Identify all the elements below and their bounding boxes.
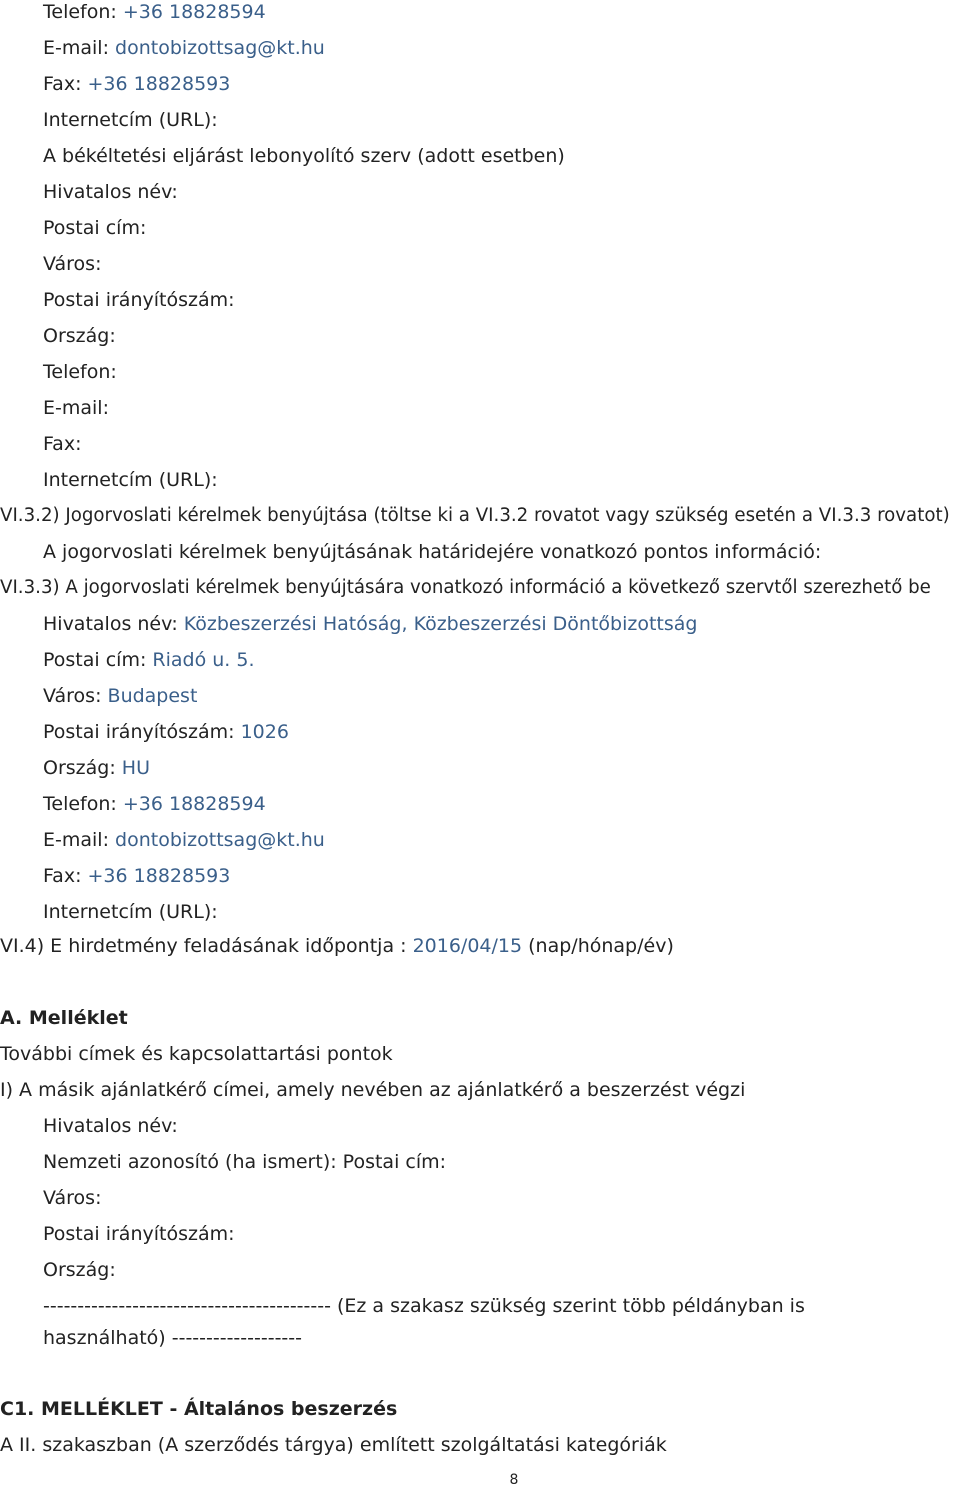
annex-a-orszag: Ország: <box>43 1259 116 1281</box>
top-internet: Internetcím (URL): <box>43 109 218 131</box>
vi33-iranyitoszam-value: 1026 <box>240 721 289 743</box>
vi32-heading: VI.3.2) Jogorvoslati kérelmek benyújtása (töltse ki a VI.3.2 rovatot vagy szükség esetén a VI.3.3 rovatot) <box>0 505 950 526</box>
vi33-varos-value: Budapest <box>107 685 198 707</box>
annex-a-note-line1: ------------------------------------------ (Ez a szakasz szükség szerint több példányban is <box>43 1295 805 1317</box>
top-telefon: Telefon: +36 18828594 <box>43 1 266 23</box>
bekeltetesi-email: E-mail: <box>43 397 109 419</box>
annex-a-hivatalos-nev: Hivatalos név: <box>43 1115 178 1137</box>
vi33-telefon-value: +36 18828594 <box>122 793 266 815</box>
bekeltetesi-iranyitoszam: Postai irányítószám: <box>43 289 235 311</box>
vi33-fax: Fax: +36 18828593 <box>43 865 231 887</box>
top-telefon-value: +36 18828594 <box>122 1 266 23</box>
vi33-fax-value: +36 18828593 <box>87 865 231 887</box>
vi33-postai-cim: Postai cím: Riadó u. 5. <box>43 649 255 671</box>
annex-a-note-line2: használható) ------------------- <box>43 1327 302 1349</box>
vi33-iranyitoszam: Postai irányítószám: 1026 <box>43 721 289 743</box>
bekeltetesi-orszag: Ország: <box>43 325 116 347</box>
vi33-varos: Város: Budapest <box>43 685 198 707</box>
annex-c1-title: C1. MELLÉKLET - Általános beszerzés <box>0 1398 398 1420</box>
bekeltetesi-postai-cim: Postai cím: <box>43 217 147 239</box>
top-fax-value: +36 18828593 <box>87 73 231 95</box>
annex-a-section-i: I) A másik ajánlatkérő címei, amely nevében az ajánlatkérő a beszerzést végzi <box>0 1079 746 1101</box>
annex-a-title: A. Melléklet <box>0 1007 128 1029</box>
annex-a-iranyitoszam: Postai irányítószám: <box>43 1223 235 1245</box>
bekeltetesi-hivatalos-nev: Hivatalos név: <box>43 181 178 203</box>
vi33-postai-cim-value: Riadó u. 5. <box>152 649 255 671</box>
annex-c1-subtitle: A II. szakaszban (A szerződés tárgya) említett szolgáltatási kategóriák <box>0 1434 667 1456</box>
annex-a-varos: Város: <box>43 1187 102 1209</box>
vi33-telefon: Telefon: +36 18828594 <box>43 793 266 815</box>
page-number: 8 <box>509 1472 519 1488</box>
vi33-hivatalos-nev: Hivatalos név: Közbeszerzési Hatóság, Közbeszerzési Döntőbizottság <box>43 613 698 635</box>
bekeltetesi-varos: Város: <box>43 253 102 275</box>
vi33-email: E-mail: dontobizottsag@kt.hu <box>43 829 325 851</box>
top-email: E-mail: dontobizottsag@kt.hu <box>43 37 325 59</box>
vi32-sub: A jogorvoslati kérelmek benyújtásának határidejére vonatkozó pontos információ: <box>43 541 822 563</box>
top-email-value: dontobizottsag@kt.hu <box>115 37 325 59</box>
annex-a-nemzeti: Nemzeti azonosító (ha ismert): Postai cím: <box>43 1151 447 1173</box>
vi4-date: 2016/04/15 <box>412 935 523 957</box>
vi33-orszag: Ország: HU <box>43 757 150 779</box>
bekeltetesi-telefon: Telefon: <box>43 361 117 383</box>
top-fax: Fax: +36 18828593 <box>43 73 231 95</box>
bekeltetesi-fax: Fax: <box>43 433 82 455</box>
bekeltetesi-heading: A békéltetési eljárást lebonyolító szerv (adott esetben) <box>43 145 565 167</box>
bekeltetesi-internet: Internetcím (URL): <box>43 469 218 491</box>
vi4-line: VI.4) E hirdetmény feladásának időpontja : 2016/04/15 (nap/hónap/év) <box>0 935 674 957</box>
vi33-hivatalos-nev-value: Közbeszerzési Hatóság, Közbeszerzési Döntőbizottság <box>183 613 698 635</box>
vi33-heading: VI.3.3) A jogorvoslati kérelmek benyújtására vonatkozó információ a következő szervtől szerezhető be <box>0 577 931 598</box>
vi33-email-value: dontobizottsag@kt.hu <box>115 829 325 851</box>
annex-a-subtitle: További címek és kapcsolattartási pontok <box>0 1043 393 1065</box>
vi33-orszag-value: HU <box>121 757 150 779</box>
vi33-internet: Internetcím (URL): <box>43 901 218 923</box>
